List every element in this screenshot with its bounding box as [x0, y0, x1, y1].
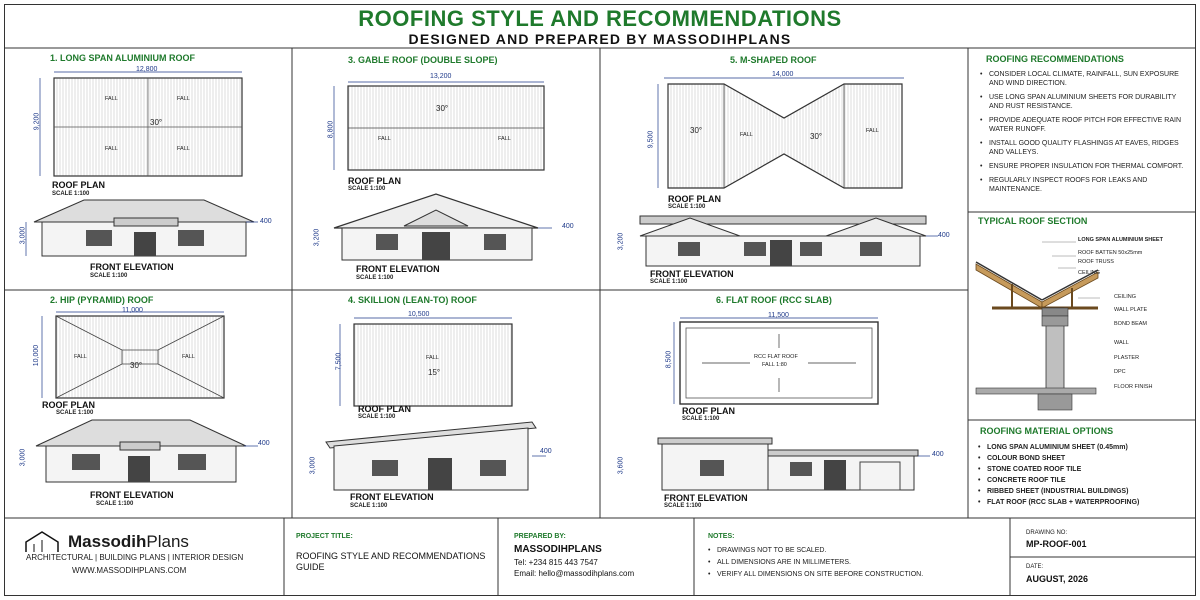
panel5-fall-2: FALL [866, 128, 879, 134]
panel3-elevation-label: FRONT ELEVATION [356, 264, 440, 274]
panel2-overhang: 400 [258, 440, 270, 447]
prepared-by-tel: Tel: +234 815 443 7547 [514, 558, 598, 567]
panel6-plan-label: ROOF PLAN [682, 406, 735, 416]
section-label: PLASTER [1114, 355, 1140, 361]
recommendations-title: ROOFING RECOMMENDATIONS [986, 54, 1124, 64]
panel4-heading: 4. SKILLION (LEAN-TO) ROOF [348, 295, 477, 305]
recommendation-item: • PROVIDE ADEQUATE ROOF PITCH FOR EFFECTIVE RAIN WATER RUNOFF. [980, 116, 1188, 134]
material-item: • STONE COATED ROOF TILE [978, 464, 1192, 475]
date-label: DATE: [1026, 564, 1044, 570]
panel5-width-dim: 14,000 [772, 71, 794, 78]
panel3-plan-scale: SCALE 1:100 [348, 186, 386, 192]
house-logo-icon [24, 530, 64, 554]
section-label: ROOF BATTEN 50x25mm [1078, 250, 1143, 256]
panel4-angle: 15° [428, 368, 441, 377]
panel5-plan-label: ROOF PLAN [668, 194, 721, 204]
panel1-fall-4: FALL [177, 146, 190, 152]
section-label: WALL PLATE [1114, 307, 1148, 313]
panel5-depth-dim: 9,500 [647, 130, 655, 149]
panel6-depth-dim: 8,500 [665, 350, 673, 369]
panel2-width-dim: 11,000 [122, 307, 143, 314]
section-label: CEILING [1114, 294, 1137, 300]
panel4-overhang: 400 [540, 448, 552, 455]
note-item: • ALL DIMENSIONS ARE IN MILLIMETERS. [708, 558, 998, 567]
section-label: ROOF TRUSS [1078, 259, 1114, 265]
panel6-height: 3,600 [617, 456, 625, 475]
drawing-no-value: MP-ROOF-001 [1026, 539, 1087, 549]
section-label: BOND BEAM [1114, 321, 1148, 327]
panel4-plan-scale: SCALE 1:100 [358, 414, 396, 420]
panel6-elevation-scale: SCALE 1:100 [664, 503, 702, 509]
material-item: • LONG SPAN ALUMINIUM SHEET (0.45mm) [978, 442, 1192, 453]
panel3-height: 3,200 [313, 228, 321, 247]
panel1-elevation [14, 196, 284, 262]
panel1-fall-2: FALL [177, 96, 190, 102]
panel1-width-dim: 12,800 [136, 66, 158, 73]
recommendation-item: • REGULARLY INSPECT ROOFS FOR LEAKS AND MAINTENANCE. [980, 176, 1188, 194]
section-title: TYPICAL ROOF SECTION [978, 216, 1088, 226]
panel5-overhang: 400 [938, 232, 950, 239]
panel3-width-dim: 13,200 [430, 73, 452, 80]
panel4-width-dim: 10,500 [408, 311, 430, 318]
section-label: WALL [1114, 340, 1129, 346]
note-item: • VERIFY ALL DIMENSIONS ON SITE BEFORE CONSTRUCTION. [708, 570, 998, 579]
materials-list [978, 442, 1192, 508]
panel5-elevation-scale: SCALE 1:100 [650, 279, 688, 285]
panel5-elevation-label: FRONT ELEVATION [650, 269, 734, 279]
panel6-heading: 6. FLAT ROOF (RCC SLAB) [716, 295, 832, 305]
notes-list [708, 546, 998, 582]
panel3-fall-2: FALL [498, 136, 511, 142]
panel1-overhang: 400 [260, 218, 272, 225]
panel5-angle-1: 30° [690, 126, 703, 135]
panel5-fall-1: FALL [740, 132, 753, 138]
roof-section-drawing [972, 228, 1102, 418]
panel1-depth-dim: 9,200 [33, 112, 41, 131]
brand-tagline: ARCHITECTURAL | BUILDING PLANS | INTERIOR DESIGN [26, 553, 244, 562]
section-label: LONG SPAN ALUMINIUM SHEET [1078, 237, 1163, 243]
brand-name-light: Plans [146, 532, 189, 551]
panel4-depth-dim: 7,500 [335, 352, 343, 371]
panel3-overhang: 400 [562, 223, 574, 230]
section-label: CEILING [1078, 270, 1101, 276]
recommendations-list [980, 70, 1188, 199]
panel4-elevation-scale: SCALE 1:100 [350, 503, 388, 509]
panel1-fall-3: FALL [105, 146, 118, 152]
panel1-heading: 1. LONG SPAN ALUMINIUM ROOF [50, 53, 195, 63]
prepared-by-label: PREPARED BY: [514, 533, 566, 540]
panel5-plan-scale: SCALE 1:100 [668, 204, 706, 210]
panel1-elevation-scale: SCALE 1:100 [90, 273, 128, 279]
recommendation-item: • CONSIDER LOCAL CLIMATE, RAINFALL, SUN EXPOSURE AND WIND DIRECTION. [980, 70, 1188, 88]
panel3-roof-plan [312, 66, 592, 176]
project-title-label: PROJECT TITLE: [296, 533, 353, 540]
panel2-elevation-scale: SCALE 1:100 [96, 501, 134, 507]
panel4-fall: FALL [426, 355, 439, 361]
panel6-slab-label: RCC FLAT ROOF [754, 354, 798, 360]
material-item: • RIBBED SHEET (INDUSTRIAL BUILDINGS) [978, 486, 1192, 497]
project-title-value: ROOFING STYLE AND RECOMMENDATIONS GUIDE [296, 551, 486, 572]
panel6-elevation-label: FRONT ELEVATION [664, 493, 748, 503]
material-item: • FLAT ROOF (RCC SLAB + WATERPROOFING) [978, 497, 1192, 508]
panel4-elevation [306, 420, 596, 492]
panel2-plan-scale: SCALE 1:100 [56, 410, 94, 416]
panel3-depth-dim: 8,800 [327, 120, 335, 139]
panel6-plan-scale: SCALE 1:100 [682, 416, 720, 422]
recommendation-item: • ENSURE PROPER INSULATION FOR THERMAL COMFORT. [980, 162, 1188, 171]
panel5-roof-plan [640, 66, 960, 192]
brand-website: WWW.MASSODIHPLANS.COM [72, 566, 187, 575]
sheet-subtitle: DESIGNED AND PREPARED BY MASSODIHPLANS [408, 31, 792, 47]
panel4-roof-plan [312, 308, 592, 408]
panel4-plan-label: ROOF PLAN [358, 404, 411, 414]
panel3-elevation-scale: SCALE 1:100 [356, 275, 394, 281]
date-value: AUGUST, 2026 [1026, 574, 1089, 584]
panel6-slab-fall: FALL 1:80 [762, 362, 787, 368]
panel6-elevation [640, 432, 940, 492]
panel5-heading: 5. M-SHAPED ROOF [730, 55, 817, 65]
material-item: • CONCRETE ROOF TILE [978, 475, 1192, 486]
panel4-height: 3,000 [309, 456, 317, 475]
panel3-heading: 3. GABLE ROOF (DOUBLE SLOPE) [348, 55, 498, 65]
note-item: • DRAWINGS NOT TO BE SCALED. [708, 546, 998, 555]
panel1-plan-label: ROOF PLAN [52, 180, 105, 190]
section-label: FLOOR FINISH [1114, 384, 1153, 390]
panel4-elevation-label: FRONT ELEVATION [350, 492, 434, 502]
panel1-elevation-label: FRONT ELEVATION [90, 262, 174, 272]
prepared-by-email: Email: hello@massodihplans.com [514, 569, 635, 578]
brand-logo [68, 532, 189, 552]
materials-title: ROOFING MATERIAL OPTIONS [980, 426, 1114, 436]
panel5-height: 3,200 [617, 232, 625, 251]
panel1-fall-1: FALL [105, 96, 118, 102]
panel2-angle: 30° [130, 361, 143, 370]
panel2-heading: 2. HIP (PYRAMID) ROOF [50, 295, 154, 305]
panel5-elevation [620, 210, 940, 268]
panel2-elevation-label: FRONT ELEVATION [90, 490, 174, 500]
panel2-fall-1: FALL [74, 354, 87, 360]
panel1-height: 3,000 [19, 226, 27, 245]
panel2-plan-label: ROOF PLAN [42, 400, 95, 410]
notes-label: NOTES: [708, 533, 735, 540]
panel2-fall-2: FALL [182, 354, 195, 360]
panel1-plan-scale: SCALE 1:100 [52, 191, 90, 197]
panel3-fall-1: FALL [378, 136, 391, 142]
recommendation-item: • INSTALL GOOD QUALITY FLASHINGS AT EAVES, RIDGES AND VALLEYS. [980, 139, 1188, 157]
prepared-by-name: MASSODIHPLANS [514, 544, 602, 555]
panel2-depth-dim: 10,000 [33, 344, 41, 367]
material-item: • COLOUR BOND SHEET [978, 453, 1192, 464]
panel3-plan-label: ROOF PLAN [348, 176, 401, 186]
panel2-roof-plan [20, 306, 280, 402]
panel6-overhang: 400 [932, 451, 944, 458]
brand-name-bold: Massodih [68, 532, 147, 551]
section-label: DPC [1114, 369, 1126, 375]
panel1-angle: 30° [150, 118, 163, 127]
panel6-width-dim: 11,500 [768, 312, 789, 319]
panel3-elevation [306, 190, 596, 262]
panel3-angle: 30° [436, 104, 449, 113]
panel5-angle-2: 30° [810, 132, 823, 141]
sheet-title: ROOFING STYLE AND RECOMMENDATIONS [358, 6, 842, 31]
panel2-height: 3,000 [19, 448, 27, 467]
recommendation-item: • USE LONG SPAN ALUMINIUM SHEETS FOR DURABILITY AND RUST RESISTANCE. [980, 93, 1188, 111]
panel2-elevation [14, 416, 284, 486]
drawing-no-label: DRAWING NO: [1026, 530, 1068, 536]
